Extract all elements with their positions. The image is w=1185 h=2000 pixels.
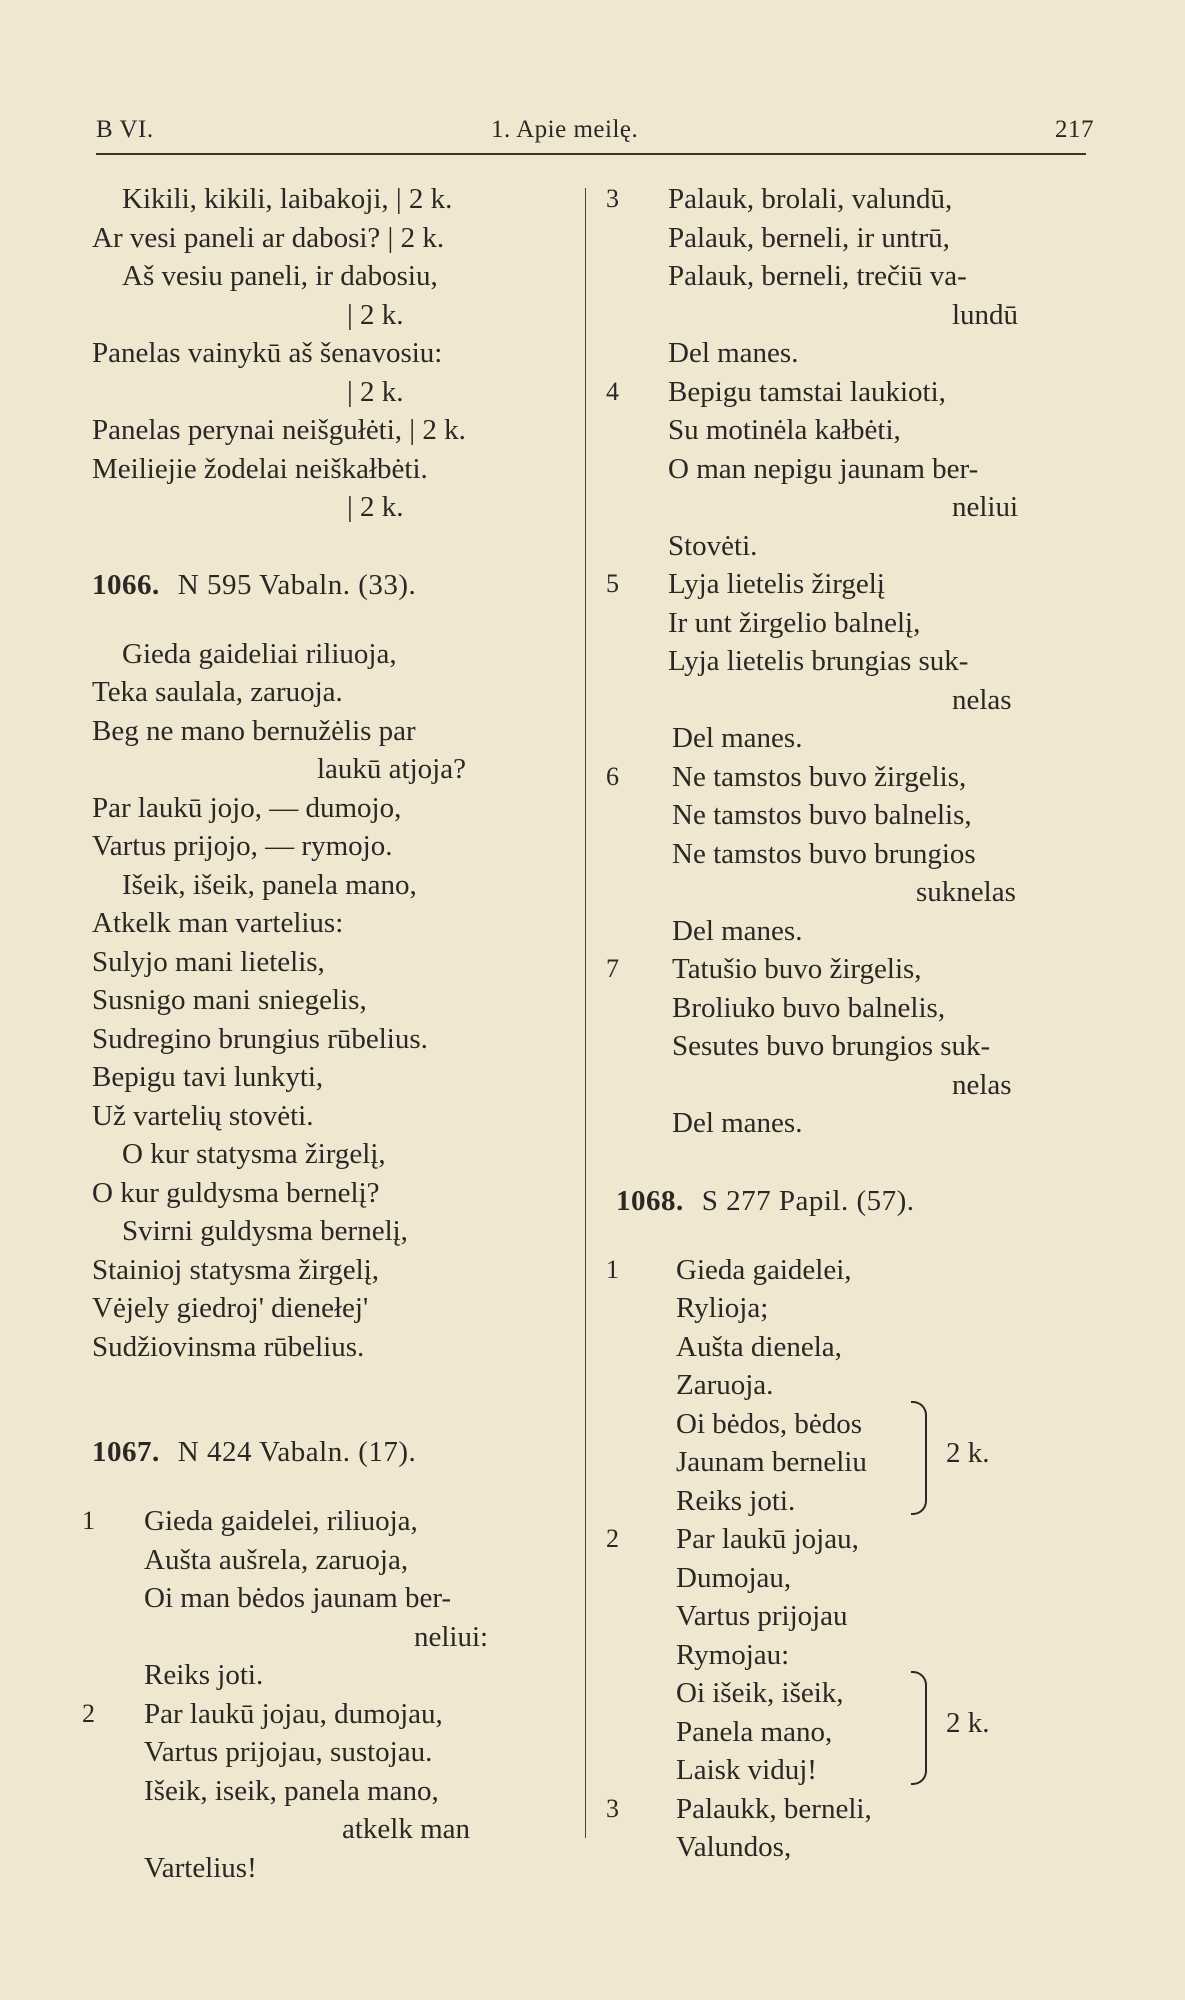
verse-text: Stovėti. (668, 529, 758, 562)
stanza-number: 2 (606, 1524, 619, 1553)
verse-text: Beg ne mano bernužėlis par (92, 714, 416, 747)
verse-line (616, 1366, 1091, 1405)
verse-line (616, 488, 1091, 527)
verse-line (616, 257, 1091, 296)
song-heading-1066 (92, 563, 562, 607)
verse-text: Aušta dienela, (676, 1330, 842, 1363)
verse-text: Laisk viduj! (676, 1754, 817, 1786)
verse-line (92, 1097, 562, 1136)
verse-line (92, 488, 562, 527)
verse-text: O kur statysma žirgelį, (122, 1138, 386, 1170)
verse-line (92, 1656, 562, 1695)
verse-text: atkelk man (342, 1813, 471, 1845)
stanza-number: 1 (82, 1506, 95, 1535)
verse-text: Už vartelių stovėti. (92, 1099, 314, 1132)
verse-line (616, 1828, 1091, 1867)
stanza-number: 3 (606, 1793, 619, 1823)
verse-text: O kur guldysma bernelį? (92, 1176, 380, 1209)
verse-text: Oi man bėdos jaunam ber- (144, 1582, 452, 1614)
verse-line (92, 673, 562, 712)
verse-line (616, 873, 1091, 912)
verse-text: Vartelius! (144, 1851, 257, 1884)
verse-text: Svirni guldysma bernelį, (122, 1215, 408, 1247)
verse-line (92, 943, 562, 982)
verse-text: Jaunam berneliu (676, 1446, 867, 1478)
verse-line (92, 904, 562, 943)
verse-text: Ne tamstos buvo balnelis, (672, 799, 972, 831)
verse-text: Oi bėdos, bėdos (676, 1407, 863, 1440)
verse-text: Valundos, (676, 1831, 792, 1863)
verse-text: suknelas (916, 876, 1016, 908)
verse-line (92, 411, 562, 450)
running-header (96, 116, 1094, 156)
verse-line (616, 1027, 1091, 1066)
song-number: 1068. (616, 1184, 684, 1217)
verse-line (616, 1559, 1091, 1598)
verse-text: Išeik, išeik, panela mano, (122, 868, 417, 901)
verse-line (616, 527, 1091, 566)
verse-line (606, 180, 1091, 219)
verse-line (616, 1328, 1091, 1367)
verse-line (92, 827, 562, 866)
verse-line (616, 1066, 1091, 1105)
verse-text: Zaruoja. (676, 1369, 774, 1401)
verse-text: Ne tamstos buvo brungios (672, 837, 976, 870)
verse-line (616, 835, 1091, 874)
verse-text: Reiks joti. (144, 1659, 264, 1691)
verse-text: O man nepigu jaunam ber- (668, 452, 979, 485)
verse-line (616, 1443, 1091, 1482)
verse-text: Vėjely giedroj' dienełej' (92, 1292, 369, 1324)
verse-text: Teka saulala, zaruoja. (92, 676, 343, 708)
verse-text: Sudregino brungius rūbelius. (92, 1022, 428, 1055)
song-1067-text (82, 1502, 562, 1887)
verse-text: Ne tamstos buvo žirgelis, (672, 760, 967, 793)
verse-line (616, 1104, 1091, 1143)
verse-line (92, 981, 562, 1020)
verse-text: Gieda gaidelei, (676, 1253, 852, 1286)
verse-text: | 2 k. (347, 298, 404, 331)
verse-line (92, 334, 562, 373)
refrain-repeat-label: 2 k. (946, 1436, 990, 1469)
verse-line (82, 1695, 562, 1734)
song-source-ref: N 424 Vabaln. (17). (177, 1436, 417, 1468)
song-1066-text (92, 635, 562, 1367)
verse-line (606, 758, 1091, 797)
verse-text: Del manes. (672, 1107, 803, 1139)
verse-text: Ar vesi paneli ar dabosi? | 2 k. (92, 221, 445, 254)
verse-text: Gieda gaidelei, riliuoja, (144, 1505, 418, 1537)
verse-text: nelas (952, 1068, 1012, 1101)
verse-line (606, 1251, 1091, 1290)
verse-line (616, 1713, 1091, 1752)
verse-line (92, 1618, 562, 1657)
verse-line (606, 373, 1091, 412)
verse-text: Dumojau, (676, 1561, 792, 1594)
verse-line (92, 219, 562, 258)
verse-text: Palauk, berneli, trečiū va- (668, 260, 967, 292)
verse-line (92, 1020, 562, 1059)
verse-text: Tatušio buvo žirgelis, (672, 953, 922, 985)
verse-text: Palauk, berneli, ir untrū, (668, 221, 950, 254)
verse-line (616, 796, 1091, 835)
verse-line (92, 1328, 562, 1367)
verse-line (92, 1251, 562, 1290)
verse-line (92, 257, 562, 296)
verse-line (82, 1502, 562, 1541)
verse-text: Atkelk man vartelius: (92, 907, 344, 939)
verse-text: Sudžiovinsma rūbelius. (92, 1330, 365, 1363)
verse-text: Kikili, kikili, laibakoji, | 2 k. (122, 183, 453, 215)
verse-line (92, 1579, 562, 1618)
left-column (82, 180, 562, 1887)
verse-text: Sulyjo mani lietelis, (92, 945, 325, 978)
verse-text: Panela mano, (676, 1715, 833, 1748)
verse-text: Aš vesiu paneli, ir dabosiu, (122, 260, 438, 292)
verse-line (616, 912, 1091, 951)
refrain-brace (911, 1671, 927, 1785)
verse-text: Reiks joti. (676, 1484, 796, 1517)
verse-text: Bepigu tamstai laukioti, (668, 375, 946, 408)
verse-text: Del manes. (668, 337, 799, 369)
verse-text: Del manes. (672, 722, 803, 754)
verse-text: Par laukū jojau, (676, 1523, 859, 1555)
verse-line (616, 1482, 1091, 1521)
verse-line (616, 219, 1091, 258)
stanza-number: 5 (606, 569, 619, 598)
song-1068-text (606, 1251, 1091, 1867)
verse-text: | 2 k. (347, 375, 404, 408)
verse-line (92, 296, 562, 335)
verse-text: | 2 k. (347, 491, 404, 523)
verse-text: Par laukū jojo, — dumojo, (92, 791, 402, 824)
verse-text: Gieda gaideliai riliuoja, (122, 637, 397, 670)
verse-text: Aušta aušrela, zaruoja, (144, 1543, 409, 1576)
stanza-number: 3 (606, 184, 619, 213)
verse-line (92, 1289, 562, 1328)
verse-line (616, 989, 1091, 1028)
verse-line (92, 1772, 562, 1811)
stanza-number: 2 (82, 1698, 95, 1728)
verse-line (616, 1674, 1091, 1713)
verse-text: Rylioja; (676, 1292, 769, 1324)
verse-text: Meiliejie žodelai neiškałbėti. (92, 452, 428, 485)
verse-line (606, 1520, 1091, 1559)
verse-text: Vartus prijojo, — rymojo. (92, 830, 393, 862)
verse-line (92, 1058, 562, 1097)
verse-line (92, 1810, 562, 1849)
verse-line (92, 1135, 562, 1174)
song-number: 1066. (92, 568, 160, 601)
verse-line (92, 866, 562, 905)
verse-line (616, 411, 1091, 450)
verse-text: Palaukk, berneli, (676, 1792, 872, 1825)
verse-text: neliui (952, 491, 1019, 523)
stanza-number: 1 (606, 1254, 619, 1284)
verse-text: Išeik, iseik, panela mano, (144, 1774, 439, 1807)
page-number: 217 (1055, 116, 1094, 143)
verse-line (616, 1597, 1091, 1636)
verse-line (92, 750, 562, 789)
song-continuation (92, 180, 562, 527)
verse-line (616, 642, 1091, 681)
verse-text: Broliuko buvo balnelis, (672, 991, 946, 1024)
song-number: 1067. (92, 1436, 160, 1468)
song-heading-1068 (616, 1179, 1091, 1223)
song-1067-continuation (606, 180, 1091, 1143)
verse-text: laukū atjoja? (317, 753, 466, 785)
verse-text: Par laukū jojau, dumojau, (144, 1697, 443, 1730)
verse-line (616, 719, 1091, 758)
verse-line (92, 1849, 562, 1888)
stanza-number: 7 (606, 954, 619, 983)
verse-line (92, 1733, 562, 1772)
stanza-number: 6 (606, 761, 619, 791)
verse-text: neliui: (414, 1620, 489, 1653)
refrain-repeat-label: 2 k. (946, 1706, 990, 1739)
verse-line (606, 1790, 1091, 1829)
verse-line (616, 1405, 1091, 1444)
verse-line (92, 1541, 562, 1580)
verse-line (616, 681, 1091, 720)
right-column (606, 180, 1091, 1867)
verse-line (616, 450, 1091, 489)
verse-text: Susnigo mani sniegelis, (92, 984, 367, 1016)
verse-text: nelas (952, 683, 1012, 716)
verse-text: Lyja lietelis brungias suk- (668, 645, 969, 677)
verse-line (92, 1174, 562, 1213)
verse-text: Lyja lietelis žirgelį (668, 568, 885, 600)
verse-line (92, 789, 562, 828)
verse-text: Vartus prijojau, sustojau. (144, 1736, 433, 1768)
song-heading-1067 (92, 1430, 562, 1474)
header-rule (96, 153, 1086, 155)
verse-line (92, 635, 562, 674)
verse-line (616, 1289, 1091, 1328)
verse-text: lundū (952, 298, 1019, 331)
header-section: B VI. (96, 116, 154, 143)
verse-line (92, 373, 562, 412)
verse-text: Ir unt žirgelio balnelį, (668, 606, 921, 639)
verse-text: Sesutes buvo brungios suk- (672, 1030, 991, 1062)
header-chapter-title: 1. Apie meilę. (491, 116, 639, 143)
verse-line (616, 1636, 1091, 1675)
refrain-brace (911, 1401, 927, 1515)
verse-text: Oi išeik, išeik, (676, 1677, 844, 1709)
verse-line (616, 1751, 1091, 1790)
verse-line (606, 950, 1091, 989)
verse-line (92, 180, 562, 219)
verse-text: Su motinėla kałbėti, (668, 414, 901, 446)
song-source-ref: S 277 Papil. (57). (701, 1184, 915, 1217)
column-divider (585, 188, 586, 1838)
verse-line (606, 565, 1091, 604)
verse-line (616, 604, 1091, 643)
verse-text: Palauk, brolali, valundū, (668, 183, 953, 215)
verse-text: Bepigu tavi lunkyti, (92, 1061, 324, 1093)
verse-text: Vartus prijojau (676, 1600, 848, 1632)
song-source-ref: N 595 Vabaln. (33). (177, 568, 417, 601)
stanza-number: 4 (606, 376, 619, 406)
verse-text: Panelas perynai neišgułėti, | 2 k. (92, 414, 466, 446)
verse-text: Del manes. (672, 914, 803, 947)
verse-text: Panelas vainykū aš šenavosiu: (92, 337, 443, 369)
verse-line (616, 334, 1091, 373)
verse-text: Rymojau: (676, 1638, 790, 1671)
verse-line (92, 712, 562, 751)
verse-line (616, 296, 1091, 335)
verse-line (92, 1212, 562, 1251)
verse-line (92, 450, 562, 489)
verse-text: Stainioj statysma žirgelį, (92, 1253, 380, 1286)
